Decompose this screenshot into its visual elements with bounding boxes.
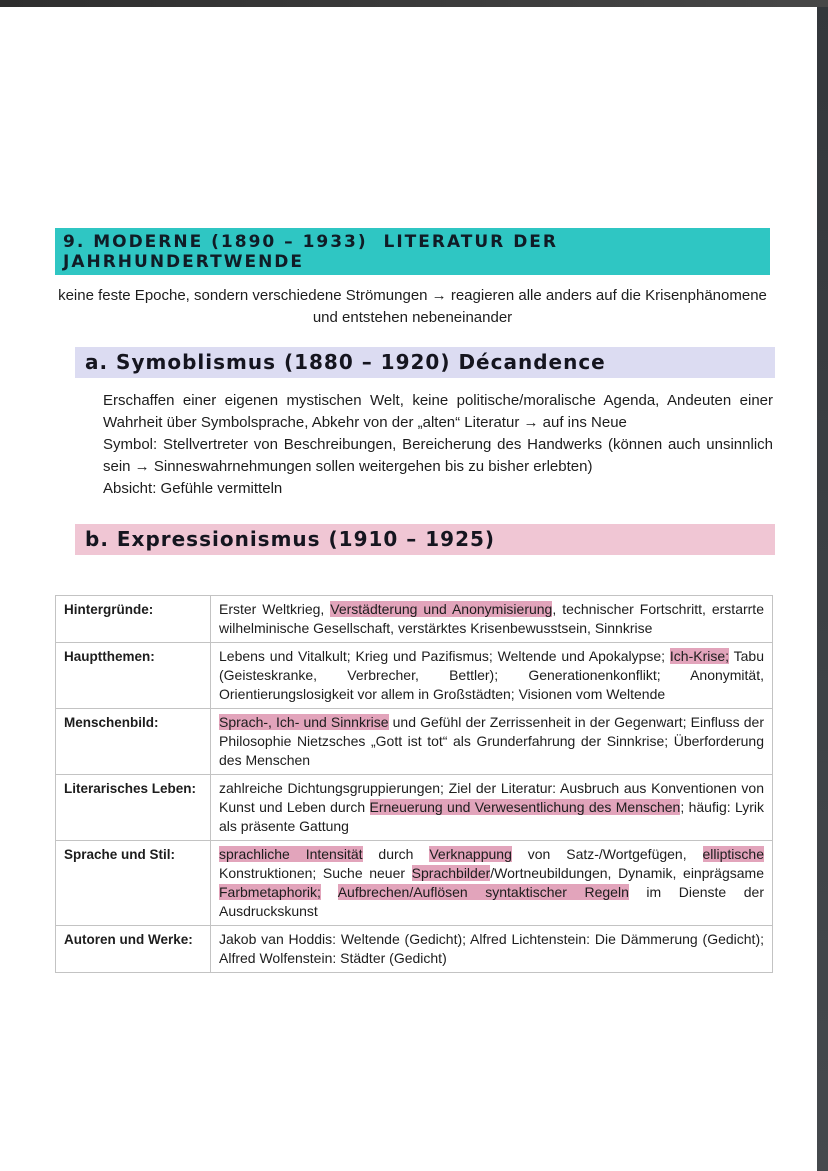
highlighted-text: elliptische xyxy=(702,846,764,862)
highlighted-text: Verstädterung und Anonymisierung xyxy=(330,601,553,617)
text-segment: /Wortneubildungen, Dynamik, einprägsame xyxy=(490,865,764,881)
section-a-heading: a. Symoblismus (1880 – 1920) Décandence xyxy=(75,347,775,378)
section-a-body xyxy=(103,390,773,500)
intro-text: keine feste Epoche, sondern verschiedene Strömungen → reagieren alle anders auf die Krisenphänomene und entstehen nebeneinander xyxy=(58,287,767,326)
row-label: Sprache und Stil: xyxy=(56,841,211,926)
row-content xyxy=(211,841,773,926)
highlighted-text: Verknappung xyxy=(429,846,512,862)
section-a-paragraph: Erschaffen einer eigenen mystischen Welt, keine politische/moralische Agenda, Andeuten einer Wahrheit über Symbolsprache, Abkehr von der „alten“ Literatur → auf ins Neue xyxy=(103,392,773,431)
photo-edge-right xyxy=(817,0,828,1171)
page-title: 9. MODERNE (1890 – 1933) LITERATUR DER JAHRHUNDERTWENDE xyxy=(55,228,770,275)
text-segment: ; häufig: Lyrik als präsente Gattung xyxy=(219,799,765,834)
table-row-hintergruende xyxy=(56,596,773,643)
text-segment: zahlreiche Dichtungsgruppierungen; Ziel der Literatur: Ausbruch aus Konventionen von Kunst und Leben durch xyxy=(219,780,764,815)
expressionismus-table xyxy=(55,595,773,973)
photo-edge-top xyxy=(0,0,828,7)
table-row-sprache-und-stil xyxy=(56,841,773,926)
table-row-autoren-und-werke xyxy=(56,926,773,973)
highlighted-text: Sprach-, Ich- und Sinnkrise xyxy=(219,714,389,730)
table-row-menschenbild xyxy=(56,709,773,775)
table-row-literarisches-leben xyxy=(56,775,773,841)
text-segment: und Gefühl der Zerrissenheit in der Gegenwart; Einfluss der Philosophie Nietzsches „Gott ist tot“ als Grunderfahrung der Sinnkrise; Überforderung des Menschen xyxy=(219,714,764,768)
row-content xyxy=(211,596,773,643)
text-segment: von Satz-/Wortgefügen, xyxy=(511,846,703,862)
text-segment: durch xyxy=(362,846,430,862)
text-segment: im Dienste der Ausdruckskunst xyxy=(219,884,764,919)
row-content xyxy=(211,926,773,973)
highlighted-text: Erneuerung und Verwesentlichung des Menschen xyxy=(369,799,681,815)
highlighted-text: sprachliche Intensität xyxy=(219,846,363,862)
row-label: Hauptthemen: xyxy=(56,643,211,709)
text-segment: Lebens und Vitalkult; Krieg und Pazifismus; Weltende und Apokalypse; xyxy=(219,648,670,664)
row-label: Hintergründe: xyxy=(56,596,211,643)
row-label: Literarisches Leben: xyxy=(56,775,211,841)
text-segment xyxy=(321,884,338,900)
text-segment: , technischer Fortschritt, erstarrte wilhelminische Gesellschaft, verstärktes Krisenbewusstsein, Sinnkrise xyxy=(219,601,764,636)
text-segment: Konstruktionen; Suche neuer xyxy=(219,865,412,881)
section-b-heading: b. Expressionismus (1910 – 1925) xyxy=(75,524,775,555)
text-segment: Erster Weltkrieg, xyxy=(219,601,331,617)
highlighted-text: Aufbrechen/Auflösen syntaktischer Regeln xyxy=(337,884,629,900)
table-row-hauptthemen xyxy=(56,643,773,709)
document-page xyxy=(0,228,817,973)
text-segment: Tabu (Geisteskranke, Verbrecher, Bettler); Generationenkonflikt; Anonymität, Orientierungslosigkeit vor allem in Großstädten; Visionen vom Weltende xyxy=(219,648,764,702)
row-content xyxy=(211,709,773,775)
row-label: Autoren und Werke: xyxy=(56,926,211,973)
highlighted-text: Ich-Krise; xyxy=(669,648,730,664)
section-a-paragraph: Absicht: Gefühle vermitteln xyxy=(103,480,283,497)
text-segment: Jakob van Hoddis: Weltende (Gedicht); Alfred Lichtenstein: Die Dämmerung (Gedicht); Alfred Wolfenstein: Städter (Gedicht) xyxy=(219,931,764,966)
highlighted-text: Farbmetaphorik; xyxy=(219,884,321,900)
highlighted-text: Sprachbilder xyxy=(411,865,491,881)
section-a-paragraph: Symbol: Stellvertreter von Beschreibungen, Bereicherung des Handwerks (können auch unsinnlich sein → Sinneswahrnehmungen sollen weitergehen bis zu bisher erlebten) xyxy=(103,436,773,475)
row-label: Menschenbild: xyxy=(56,709,211,775)
row-content xyxy=(211,775,773,841)
row-content xyxy=(211,643,773,709)
expressionismus-table-wrap xyxy=(55,595,773,973)
